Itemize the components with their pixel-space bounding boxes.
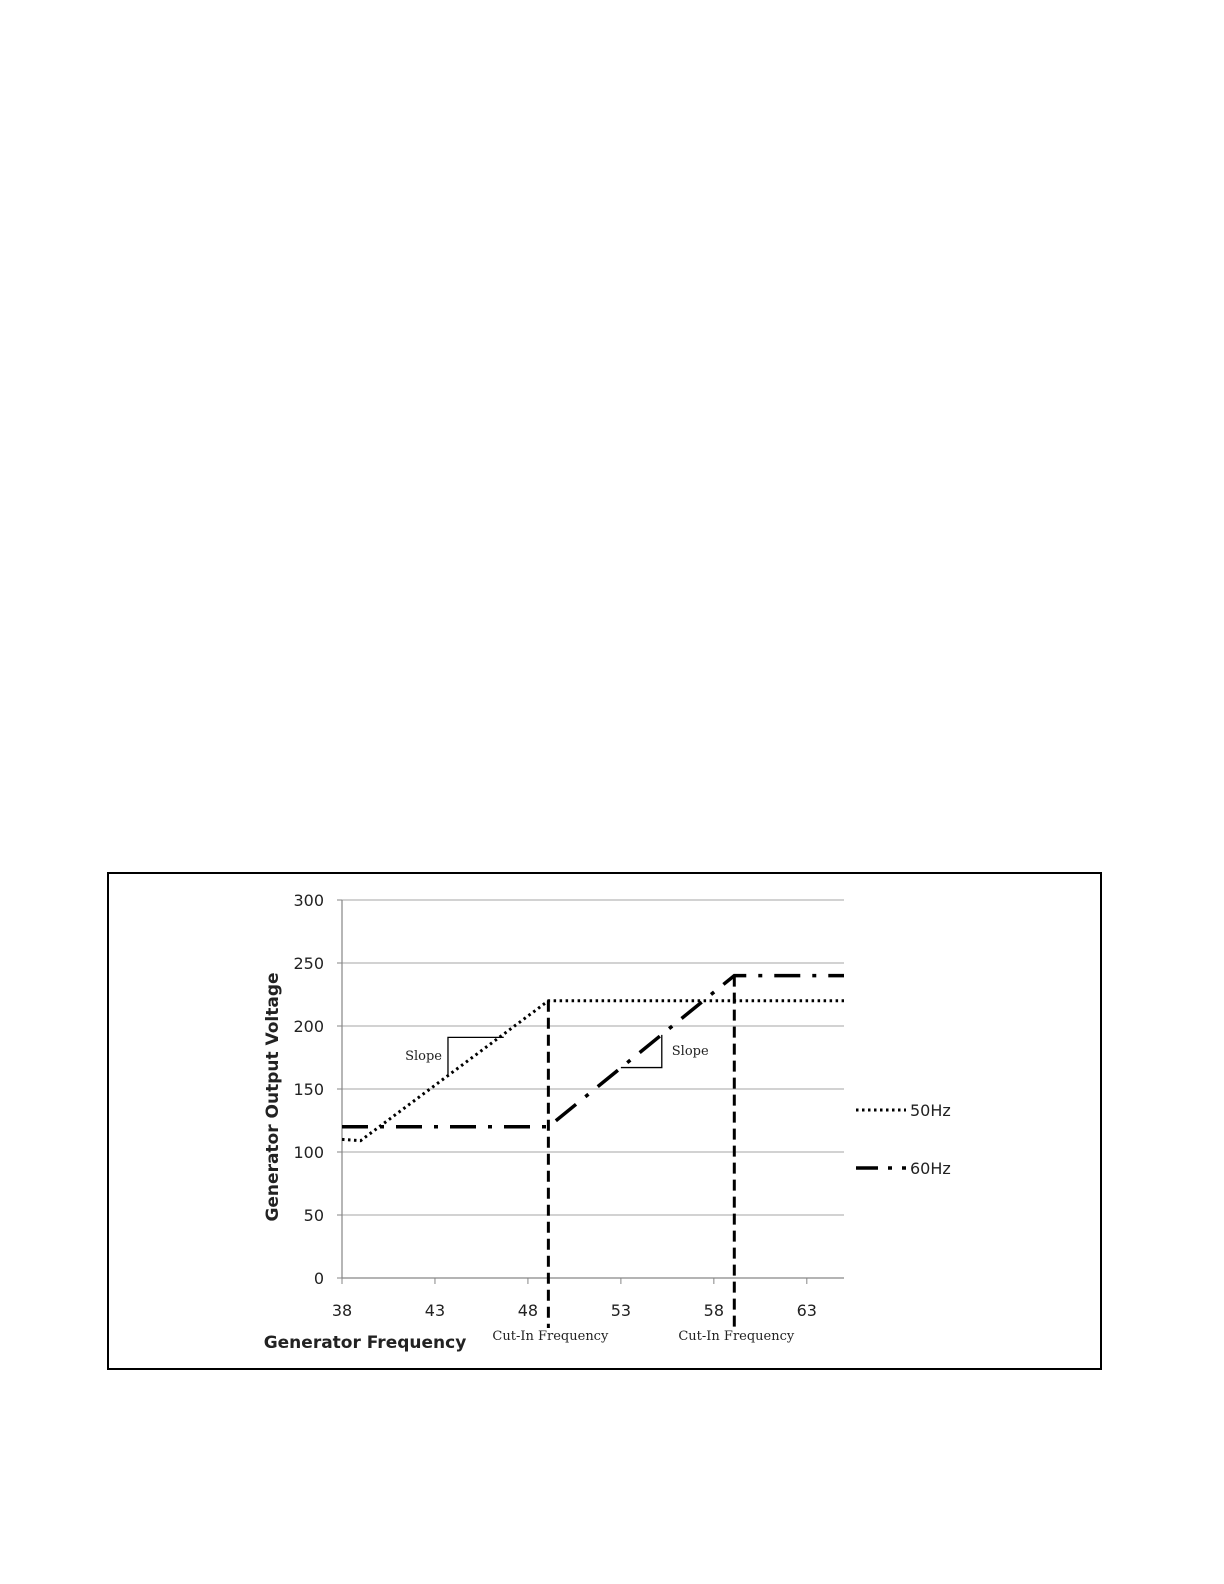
series-line-50Hz	[342, 1001, 844, 1141]
x-tick-label: 53	[610, 1301, 632, 1320]
y-tick-label: 300	[293, 891, 324, 910]
y-tick-label: 0	[313, 1269, 324, 1288]
x-axis-title: Generator Frequency	[263, 1333, 467, 1353]
legend	[856, 1101, 951, 1178]
y-axis-title: Generator Output Voltage	[263, 972, 283, 1222]
legend-label-50Hz: 50Hz	[910, 1101, 951, 1120]
x-tick-label: 48	[517, 1301, 539, 1320]
y-tick-label: 100	[293, 1143, 324, 1162]
y-tick-label: 50	[303, 1206, 324, 1225]
x-tick-label: 63	[796, 1301, 817, 1320]
annotations	[405, 1035, 709, 1075]
cut-in-frequency-label: Cut-In Frequency	[678, 1329, 795, 1344]
x-tick-label: 43	[424, 1301, 446, 1320]
axes	[293, 891, 844, 1320]
x-tick-label: 38	[331, 1301, 353, 1320]
y-tick-label: 150	[293, 1080, 324, 1099]
slope-label: Slope	[671, 1044, 709, 1060]
cut-in-frequency-label: Cut-In Frequency	[492, 1329, 609, 1344]
slope-triangle	[448, 1037, 504, 1075]
reference-lines	[492, 976, 794, 1344]
y-tick-label: 200	[293, 1017, 324, 1036]
legend-label-60Hz: 60Hz	[910, 1159, 951, 1178]
slope-label: Slope	[405, 1049, 442, 1065]
x-tick-label: 58	[703, 1301, 725, 1320]
y-tick-label: 250	[293, 954, 324, 973]
